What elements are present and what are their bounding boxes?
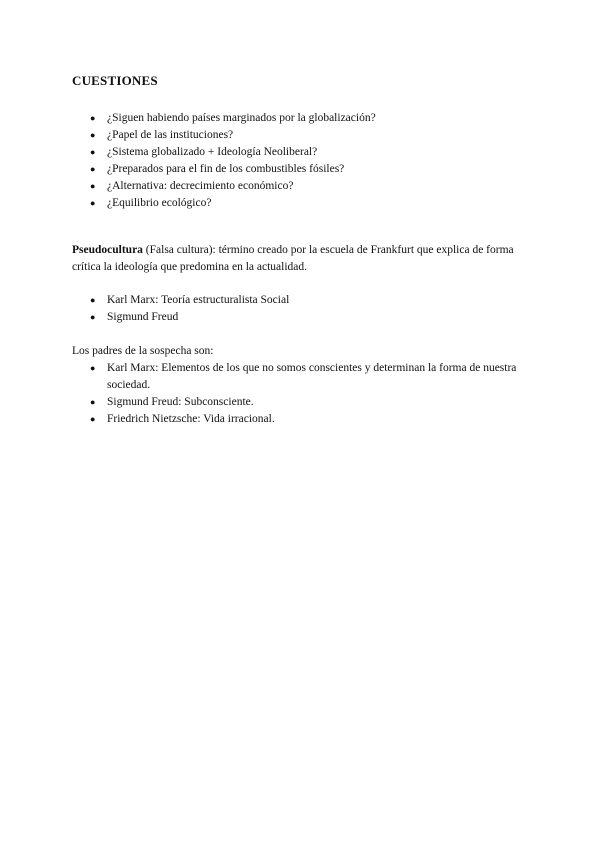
list-item-text: Friedrich Nietzsche: Vida irracional.: [107, 413, 275, 425]
bullet-icon: ●: [90, 147, 96, 157]
bullet-icon: ●: [90, 198, 96, 208]
list-item: [72, 394, 532, 411]
pseudocultura-term: Pseudocultura: [72, 244, 143, 256]
bullet-icon: ●: [90, 164, 96, 174]
bullet-icon: ●: [90, 130, 96, 140]
list-item: [72, 144, 532, 161]
list-item: [72, 161, 532, 178]
list-item: [72, 110, 532, 127]
sospecha-intro: Los padres de la sospecha son:: [72, 345, 214, 357]
list-item: [72, 127, 532, 144]
bullet-icon: ●: [90, 181, 96, 191]
list-item: [72, 178, 532, 195]
list-item-text: ¿Siguen habiendo países marginados por la globalización?: [107, 112, 376, 124]
list-item-text: ¿Sistema globalizado + Ideología Neoliberal?: [107, 146, 318, 158]
list-item-text: Sigmund Freud: Subconsciente.: [107, 396, 254, 408]
bullet-icon: ●: [90, 113, 96, 123]
list-item-text: ¿Equilibrio ecológico?: [107, 197, 212, 209]
section-heading: CUESTIONES: [72, 73, 158, 88]
bullet-icon: ●: [90, 363, 96, 373]
list-item-text: ¿Papel de las instituciones?: [107, 129, 234, 141]
list-item-text: Sigmund Freud: [107, 311, 179, 323]
pseudocultura-definition: (Falsa cultura): término creado por la escuela de Frankfurt que explica de forma crítica la ideología que predomina en la actualidad.: [72, 244, 514, 273]
pseudocultura-paragraph: [72, 242, 528, 276]
list-item-text: ¿Alternativa: decrecimiento económico?: [107, 180, 294, 192]
list-item-text: Karl Marx: Teoría estructuralista Social: [107, 294, 290, 306]
thinkers-list: [72, 292, 532, 326]
list-item: [72, 292, 532, 309]
list-item: [72, 195, 532, 212]
bullet-icon: ●: [90, 312, 96, 322]
list-item-text: Karl Marx: Elementos de los que no somos conscientes y determinan la forma de nuestra sociedad.: [107, 362, 517, 391]
sospecha-list: [72, 360, 532, 428]
list-item: [72, 411, 532, 428]
bullet-icon: ●: [90, 397, 96, 407]
bullet-icon: ●: [90, 414, 96, 424]
bullet-icon: ●: [90, 295, 96, 305]
list-item: [72, 360, 532, 394]
list-item-text: ¿Preparados para el fin de los combustibles fósiles?: [107, 163, 345, 175]
questions-list: [72, 110, 532, 212]
list-item: [72, 309, 532, 326]
